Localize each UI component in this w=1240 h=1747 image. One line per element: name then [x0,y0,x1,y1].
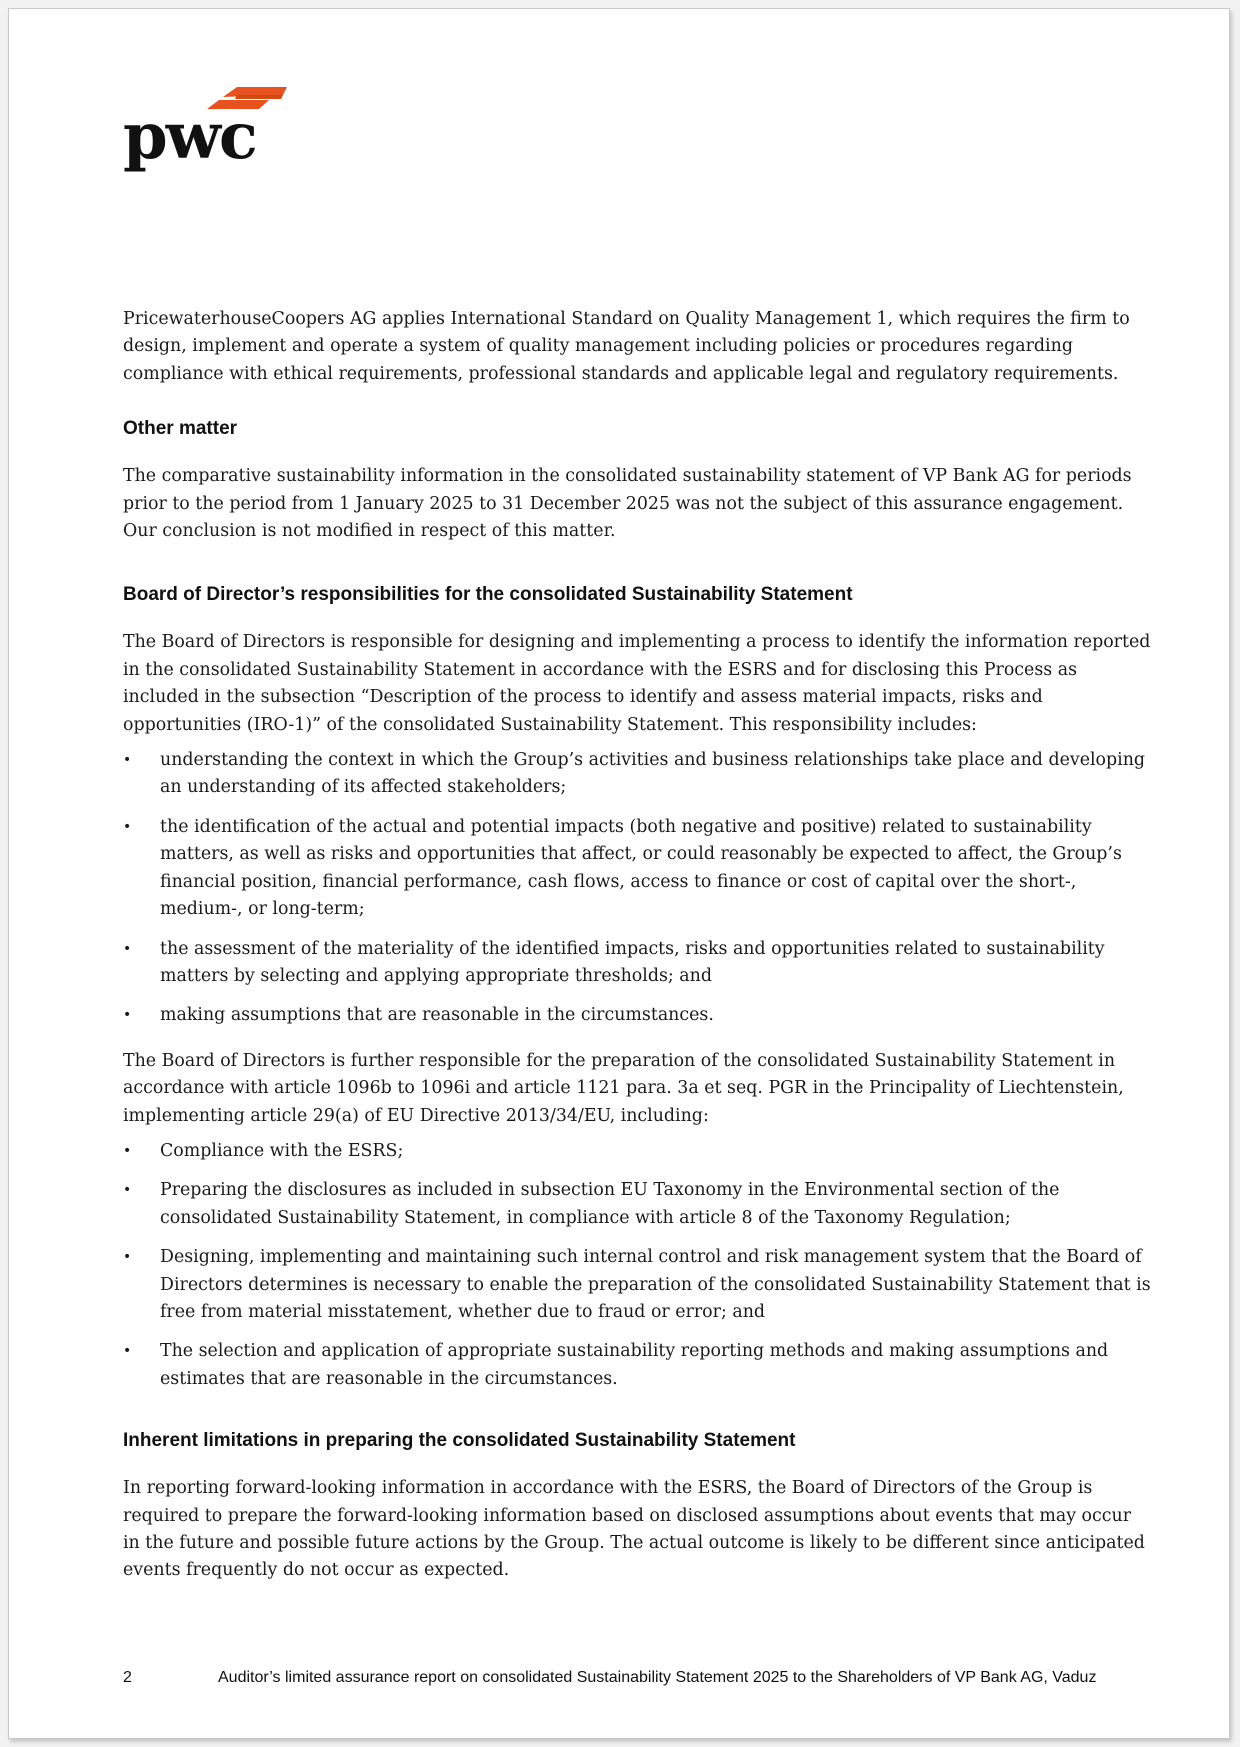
board-further-paragraph: The Board of Directors is further responsible for the preparation of the consolidated Sustainability Statement in accordance with article 1096b to 1096i and article 1121 para. 3a et seq. PGR in the Principality of Liechtenstein, implementing article 29(a) of EU Directive 2013/34/EU, including: [123,1050,1124,1126]
list-item: • the identification of the actual and potential impacts (both negative and positive) related to sustainability matters, as well as risks and opportunities that affect, or could reasonably be expected to affect, the Group’s financial position, financial performance, cash flows, access to finance or cost of capital over the short-, medium-, or long-term; [123,816,1122,920]
pwc-logo [123,87,323,187]
heading-board-responsibilities: Board of Director’s responsibilities for the consolidated Sustainability Statement [123,584,853,606]
board-preparation-list [123,1138,1153,1393]
list-item: • Designing, implementing and maintaining such internal control and risk management system that the Board of Directors determines is necessary to enable the preparation of the consolidated Sustainability Statement that is free from material misstatement, whether due to fraud or error; and [123,1247,1151,1322]
list-item: • the assessment of the materiality of the identified impacts, risks and opportunities related to sustainability matters by selecting and applying appropriate thresholds; and [123,938,1105,986]
other-matter-paragraph: The comparative sustainability information in the consolidated sustainability statement of VP Bank AG for periods prior to the period from 1 January 2025 to 31 December 2025 was not the subject of this assurance engagement. Our conclusion is not modified in respect of this matter. [123,466,1132,542]
heading-inherent-limitations: Inherent limitations in preparing the consolidated Sustainability Statement [123,1430,796,1452]
list-item: • Compliance with the ESRS; [123,1140,404,1161]
board-intro-paragraph: The Board of Directors is responsible for designing and implementing a process to identify the information reported in the consolidated Sustainability Statement in accordance with the ESRS and for disclosing this Process as included in the subsection “Description of the process to identify and assess material impacts, risks and opportunities (IRO-1)” of the consolidated Sustainability Statement. This responsibility includes: [123,632,1151,735]
intro-paragraph: PricewaterhouseCoopers AG applies International Standard on Quality Management 1, which requires the firm to design, implement and operate a system of quality management including policies or procedures regarding compliance with ethical requirements, professional standards and applicable legal and regulatory requirements. [123,309,1130,384]
logo-wordmark: pwc [123,99,256,174]
report-body [123,306,1153,1585]
heading-other-matter: Other matter [123,418,238,440]
inherent-limitations-paragraph: In reporting forward-looking information in accordance with the ESRS, the Board of Directors of the Group is required to prepare the forward-looking information based on disclosed assumptions about events that may occur in the future and possible future actions by the Group. The actual outcome is likely to be different since anticipated events frequently do not occur as expected. [123,1478,1145,1581]
page-number: 2 [123,1669,132,1686]
list-item: • Preparing the disclosures as included in subsection EU Taxonomy in the Environmental section of the consolidated Sustainability Statement, in compliance with article 8 of the Taxonomy Regulation; [123,1180,1060,1228]
document-page [8,8,1230,1739]
list-item: • understanding the context in which the Group’s activities and business relationships take place and developing an understanding of its affected stakeholders; [123,750,1146,798]
board-responsibilities-list [123,747,1153,1030]
list-item: • The selection and application of appropriate sustainability reporting methods and making assumptions and estimates that are reasonable in the circumstances. [123,1341,1109,1389]
list-item: • making assumptions that are reasonable in the circumstances. [123,1005,714,1026]
footer-title: Auditor’s limited assurance report on consolidated Sustainability Statement 2025 to the Shareholders of VP Bank AG, Vaduz [218,1669,1097,1686]
